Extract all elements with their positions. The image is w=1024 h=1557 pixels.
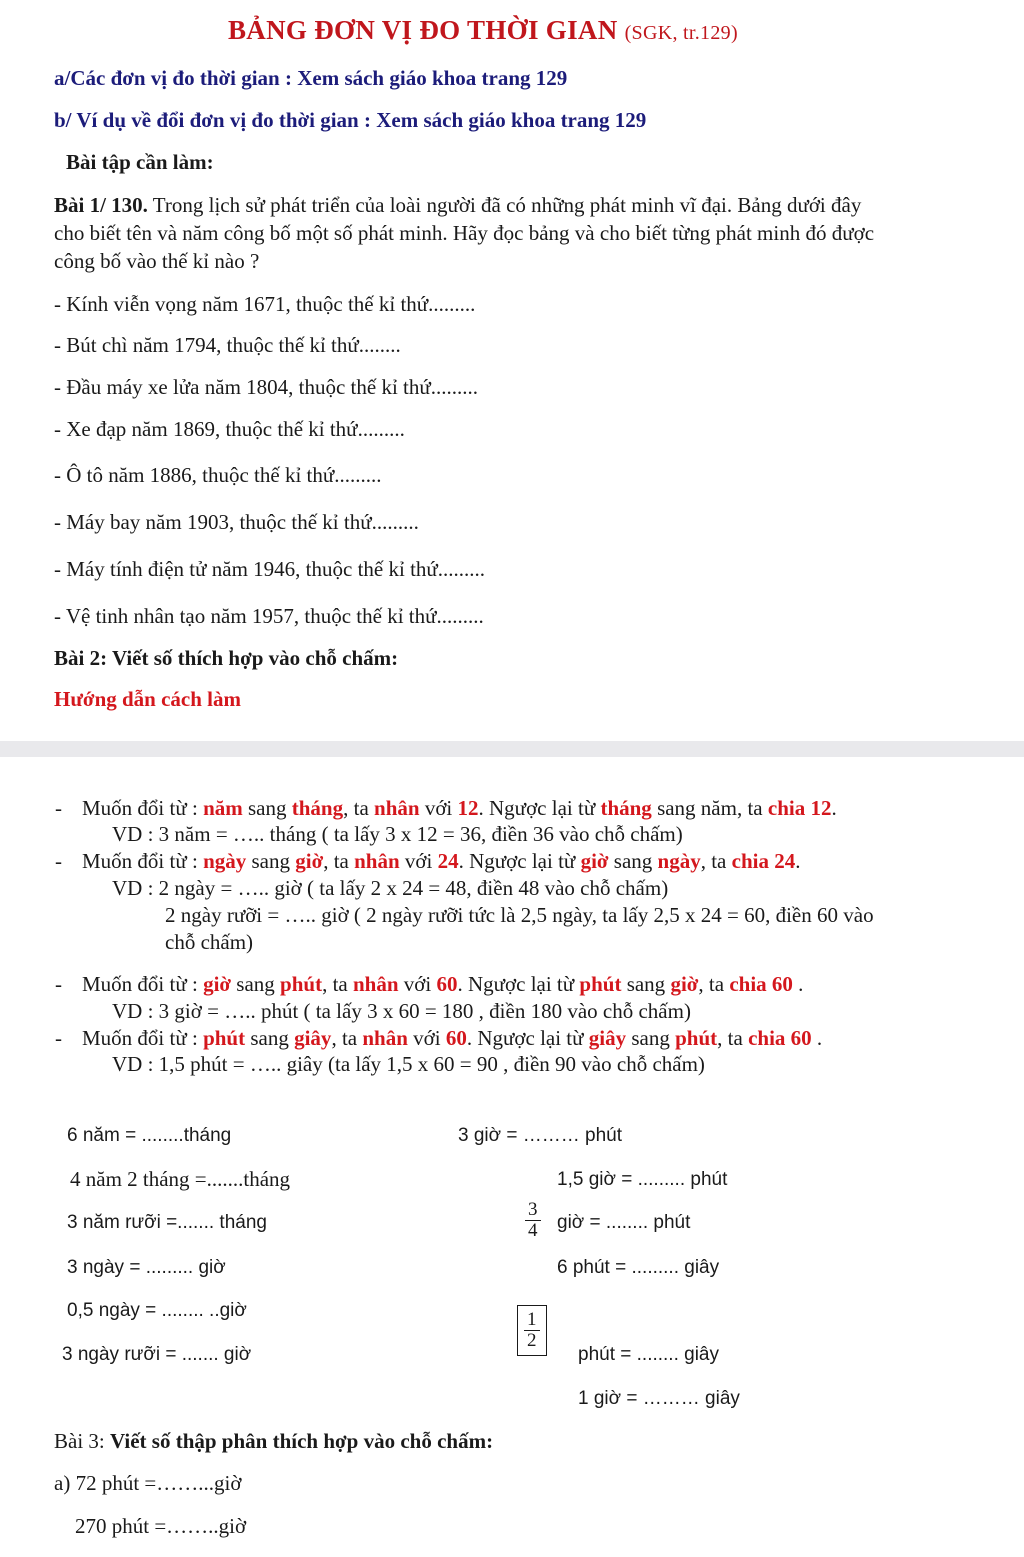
rule-hour-minute: Muốn đổi từ : giờ sang phút, ta nhân với 60. Ngược lại từ phút sang giờ, ta chia 60 . xyxy=(82,972,804,996)
exercise-right: 1 giờ = ……… giây xyxy=(578,1388,740,1409)
bai1-label: Bài 1/ 130. xyxy=(54,193,148,217)
exercise-left: 3 ngày = ......... giờ xyxy=(67,1257,226,1278)
exercise-right: giờ = ........ phút xyxy=(557,1212,691,1233)
bai3-heading: Bài 3: Viết số thập phân thích hợp vào chỗ chấm: xyxy=(54,1429,494,1453)
bai1-line3: công bố vào thế kỉ nào ? xyxy=(54,249,260,273)
title-reference: (SGK, tr.129) xyxy=(624,22,738,44)
exercises-heading: Bài tập cần làm: xyxy=(66,150,214,174)
bai1-item: - Xe đạp năm 1869, thuộc thế kỉ thứ......... xyxy=(54,417,405,441)
bullet: - xyxy=(55,849,62,873)
rule-year-month-example: VD : 3 năm = ….. tháng ( ta lấy 3 x 12 = 36, điền 36 vào chỗ chấm) xyxy=(112,822,683,846)
guide-heading: Hướng dẫn cách làm xyxy=(54,687,242,711)
fraction-one-half: $\frac{1}{2}$ xyxy=(517,1305,547,1356)
rule-hour-minute-example: VD : 3 giờ = ….. phút ( ta lấy 3 x 60 = 180 , điền 180 vào chỗ chấm) xyxy=(112,999,691,1023)
bai1-line2: cho biết tên và năm công bố một số phát minh. Hãy đọc bảng và cho biết từng phát minh đó được xyxy=(54,221,875,245)
bai3-item: a) 72 phút =……...giờ xyxy=(54,1471,242,1495)
bai1-line1: Bài 1/ 130. Trong lịch sử phát triển của loài người đã có những phát minh vĩ đại. Bảng dưới đây xyxy=(54,193,862,217)
bai1-item: - Đầu máy xe lửa năm 1804, thuộc thế kỉ thứ......... xyxy=(54,375,479,399)
exercise-left: 0,5 ngày = ........ ..giờ xyxy=(67,1300,247,1321)
page-title: BẢNG ĐƠN VỊ ĐO THỜI GIAN (SGK, tr.129) xyxy=(228,15,738,45)
bai1-item: - Máy tính điện tử năm 1946, thuộc thế kỉ thứ......... xyxy=(54,557,486,581)
bullet: - xyxy=(55,1026,62,1050)
exercise-right: 3 giờ = ……… phút xyxy=(458,1125,623,1146)
bullet: - xyxy=(55,796,62,820)
rule-day-hour-example-2: 2 ngày rưỡi = ….. giờ ( 2 ngày rưỡi tức là 2,5 ngày, ta lấy 2,5 x 24 = 60, điền 60 vào xyxy=(165,903,874,927)
section-a: a/Các đơn vị đo thời gian : Xem sách giáo khoa trang 129 xyxy=(54,66,568,90)
bullet: - xyxy=(55,972,62,996)
bai2-heading: Bài 2: Viết số thích hợp vào chỗ chấm: xyxy=(54,646,399,670)
bai1-item: - Máy bay năm 1903, thuộc thế kỉ thứ......... xyxy=(54,510,419,534)
rule-minute-second: Muốn đổi từ : phút sang giây, ta nhân với 60. Ngược lại từ giây sang phút, ta chia 60 . xyxy=(82,1026,823,1050)
bai1-item: - Vệ tinh nhân tạo năm 1957, thuộc thế kỉ thứ......... xyxy=(54,604,484,628)
rule-day-hour: Muốn đổi từ : ngày sang giờ, ta nhân với 24. Ngược lại từ giờ sang ngày, ta chia 24. xyxy=(82,849,801,873)
rule-minute-second-example: VD : 1,5 phút = ….. giây (ta lấy 1,5 x 60 = 90 , điền 90 vào chỗ chấm) xyxy=(112,1052,705,1076)
section-b: b/ Ví dụ về đổi đơn vị đo thời gian : Xem sách giáo khoa trang 129 xyxy=(54,108,647,132)
bai1-item: - Kính viễn vọng năm 1671, thuộc thế kỉ thứ......... xyxy=(54,292,476,316)
page-1 xyxy=(0,0,1024,741)
rule-day-hour-example: VD : 2 ngày = ….. giờ ( ta lấy 2 x 24 = 48, điền 48 vào chỗ chấm) xyxy=(112,876,669,900)
rule-year-month: Muốn đổi từ : năm sang tháng, ta nhân với 12. Ngược lại từ tháng sang năm, ta chia 12. xyxy=(82,796,837,820)
exercise-left: 3 năm rưỡi =....... tháng xyxy=(67,1212,267,1233)
page-2 xyxy=(0,757,1024,1557)
exercise-left: 6 năm = ........tháng xyxy=(67,1125,232,1146)
fraction-three-quarters: $\frac{3}{4}$ xyxy=(525,1200,541,1241)
exercise-left: 4 năm 2 tháng =.......tháng xyxy=(70,1167,291,1191)
bai1-item: - Ô tô năm 1886, thuộc thế kỉ thứ......... xyxy=(54,463,382,487)
rule-day-hour-example-2-cont: chỗ chấm) xyxy=(165,930,254,954)
exercise-right: 1,5 giờ = ......... phút xyxy=(557,1169,728,1190)
bai3-item: 270 phút =……..giờ xyxy=(75,1514,247,1538)
exercise-right: phút = ........ giây xyxy=(578,1344,719,1365)
exercise-left: 3 ngày rưỡi = ....... giờ xyxy=(62,1344,252,1365)
exercise-right: 6 phút = ......... giây xyxy=(557,1257,720,1278)
bai1-item: - Bút chì năm 1794, thuộc thế kỉ thứ........ xyxy=(54,333,401,357)
